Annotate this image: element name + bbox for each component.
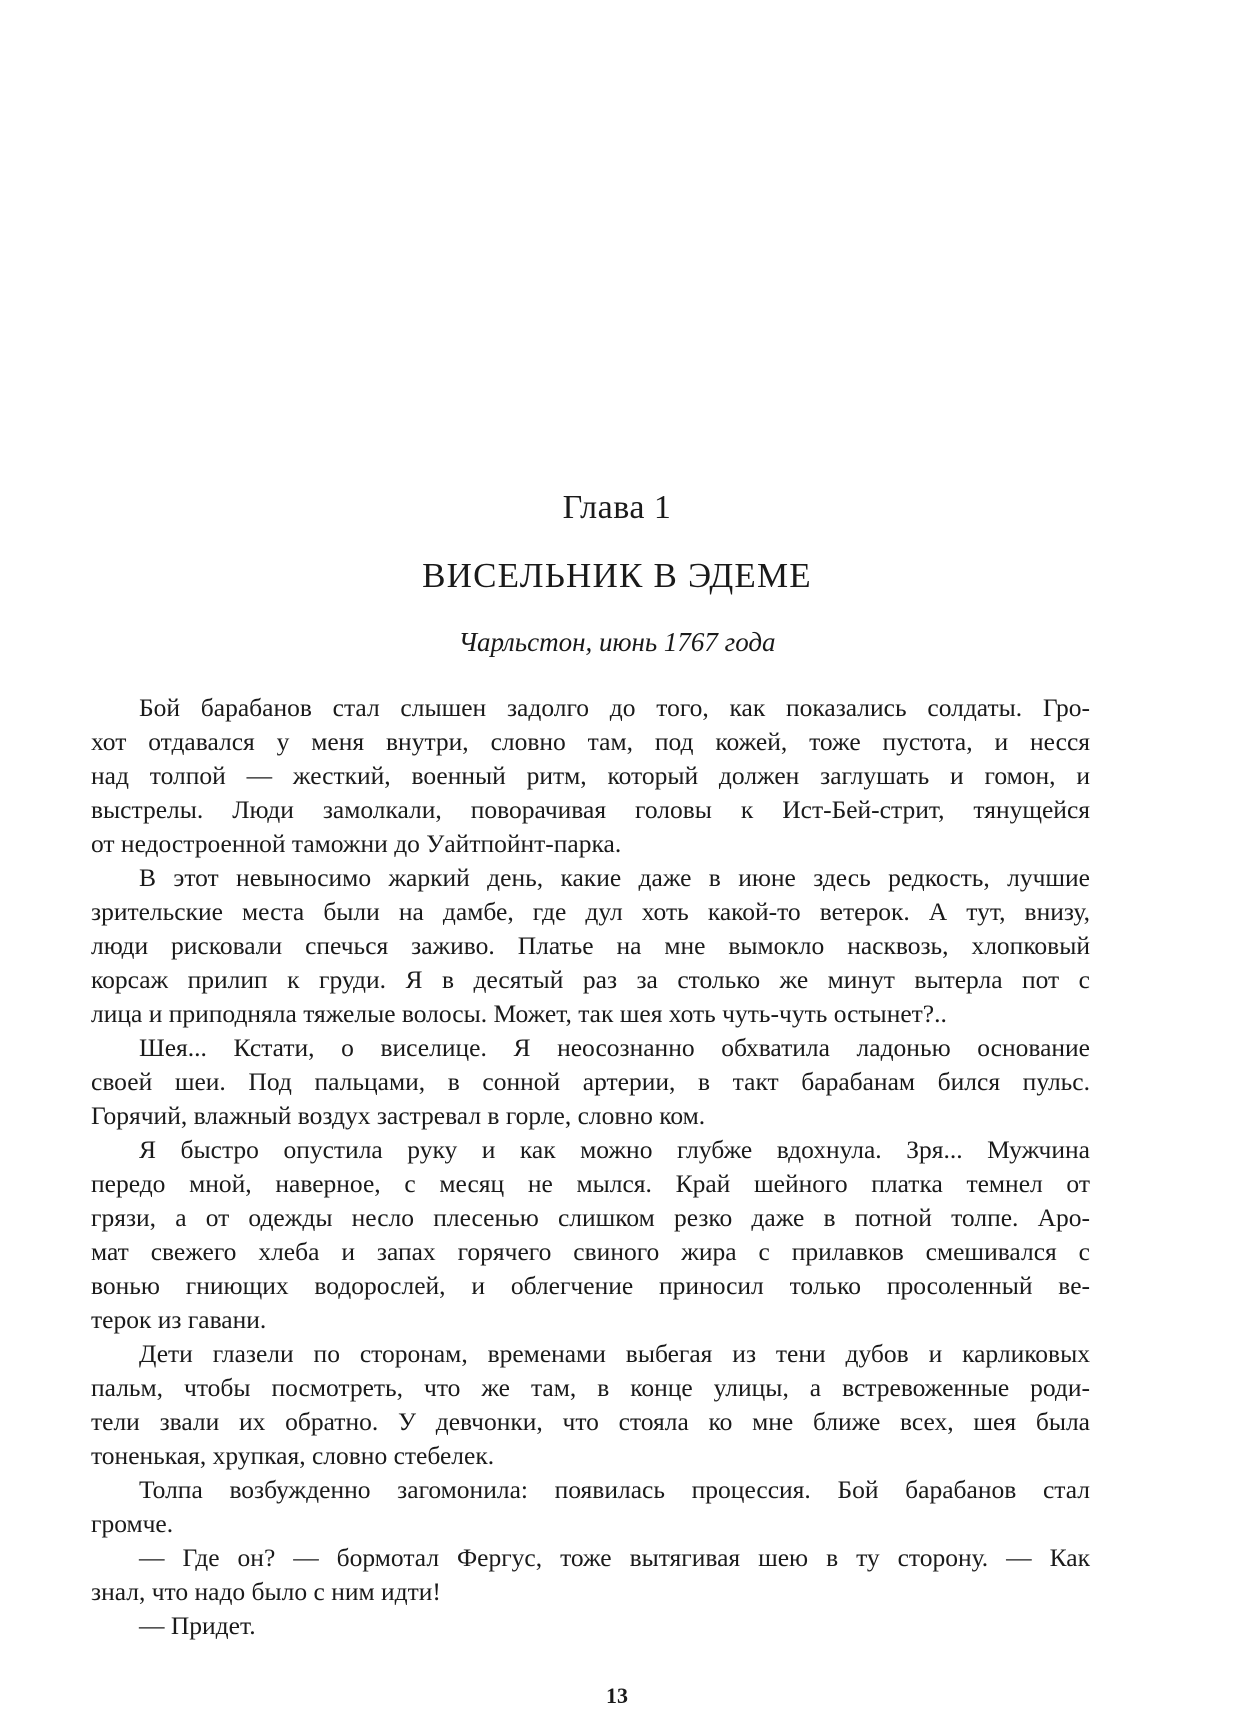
paragraph: [91, 1337, 1090, 1473]
paragraph: [91, 1031, 1090, 1133]
page-number: 13: [606, 1683, 628, 1708]
body-text: [91, 691, 1090, 1643]
text-line: люди рисковали спечься заживо. Платье на мне вымокло насквозь, хлопковый: [91, 931, 1090, 960]
text-line: Бой барабанов стал слышен задолго до того, как показались солдаты. Гро-: [139, 693, 1090, 722]
text-line: от недостроенной таможни до Уайтпойнт-парка.: [91, 829, 622, 858]
text-line: тоненькая, хрупкая, словно стебелек.: [91, 1441, 495, 1470]
paragraph: [91, 861, 1090, 1031]
text-line: над толпой — жесткий, военный ритм, который должен заглушать и гомон, и: [91, 761, 1090, 790]
text-line: своей шеи. Под пальцами, в сонной артерии, в такт барабанам бился пульс.: [91, 1067, 1090, 1096]
text-line: зрительские места были на дамбе, где дул хоть какой-то ветерок. А тут, внизу,: [91, 897, 1090, 926]
text-line: лица и приподняла тяжелые волосы. Может, так шея хоть чуть-чуть остынет?..: [91, 999, 947, 1028]
chapter-title: ВИСЕЛЬНИК В ЭДЕМЕ: [422, 556, 812, 595]
text-line: мат свежего хлеба и запах горячего свиного жира с прилавков смешивался с: [91, 1237, 1090, 1266]
text-line: Я быстро опустила руку и как можно глубже вдохнула. Зря... Мужчина: [139, 1135, 1090, 1164]
text-line: Дети глазели по сторонам, временами выбегая из тени дубов и карликовых: [139, 1339, 1090, 1368]
text-line: грязи, а от одежды несло плесенью слишком резко даже в потной толпе. Аро-: [91, 1203, 1090, 1232]
text-line: пальм, чтобы посмотреть, что же там, в конце улицы, а встревоженные роди-: [91, 1373, 1090, 1402]
paragraph: [91, 1541, 1090, 1609]
text-line: выстрелы. Люди замолкали, поворачивая головы к Ист-Бей-стрит, тянущейся: [91, 795, 1090, 824]
text-line: Шея... Кстати, о виселице. Я неосознанно обхватила ладонью основание: [139, 1033, 1090, 1062]
text-line: Горячий, влажный воздух застревал в горле, словно ком.: [91, 1101, 706, 1130]
paragraph: [91, 1609, 1090, 1643]
paragraph: [91, 1473, 1090, 1541]
paragraph: [91, 691, 1090, 861]
text-line: знал, что надо было с ним идти!: [91, 1577, 441, 1606]
text-line: передо мной, наверное, с месяц не мылся. Край шейного платка темнел от: [91, 1169, 1090, 1198]
text-line: — Где он? — бормотал Фергус, тоже вытягивая шею в ту сторону. — Как: [139, 1543, 1090, 1572]
text-line: громче.: [91, 1509, 174, 1538]
text-line: терок из гавани.: [91, 1305, 267, 1334]
chapter-label: Глава 1: [562, 489, 672, 526]
text-line: корсаж прилип к груди. Я в десятый раз за столько же минут вытерла пот с: [91, 965, 1090, 994]
text-line: хот отдавался у меня внутри, словно там, под кожей, тоже пустота, и несся: [91, 727, 1090, 756]
paragraph: [91, 1133, 1090, 1337]
text-line: — Придет.: [139, 1611, 256, 1640]
text-line: вонью гниющих водорослей, и облегчение приносил только просоленный ве-: [91, 1271, 1090, 1300]
text-line: тели звали их обратно. У девчонки, что стояла ко мне ближе всех, шея была: [91, 1407, 1090, 1436]
chapter-subtitle: Чарльстон, июнь 1767 года: [458, 627, 776, 657]
text-line: Толпа возбужденно загомонила: появилась процессия. Бой барабанов стал: [139, 1475, 1090, 1504]
text-line: В этот невыносимо жаркий день, какие даже в июне здесь редкость, лучшие: [139, 863, 1090, 892]
